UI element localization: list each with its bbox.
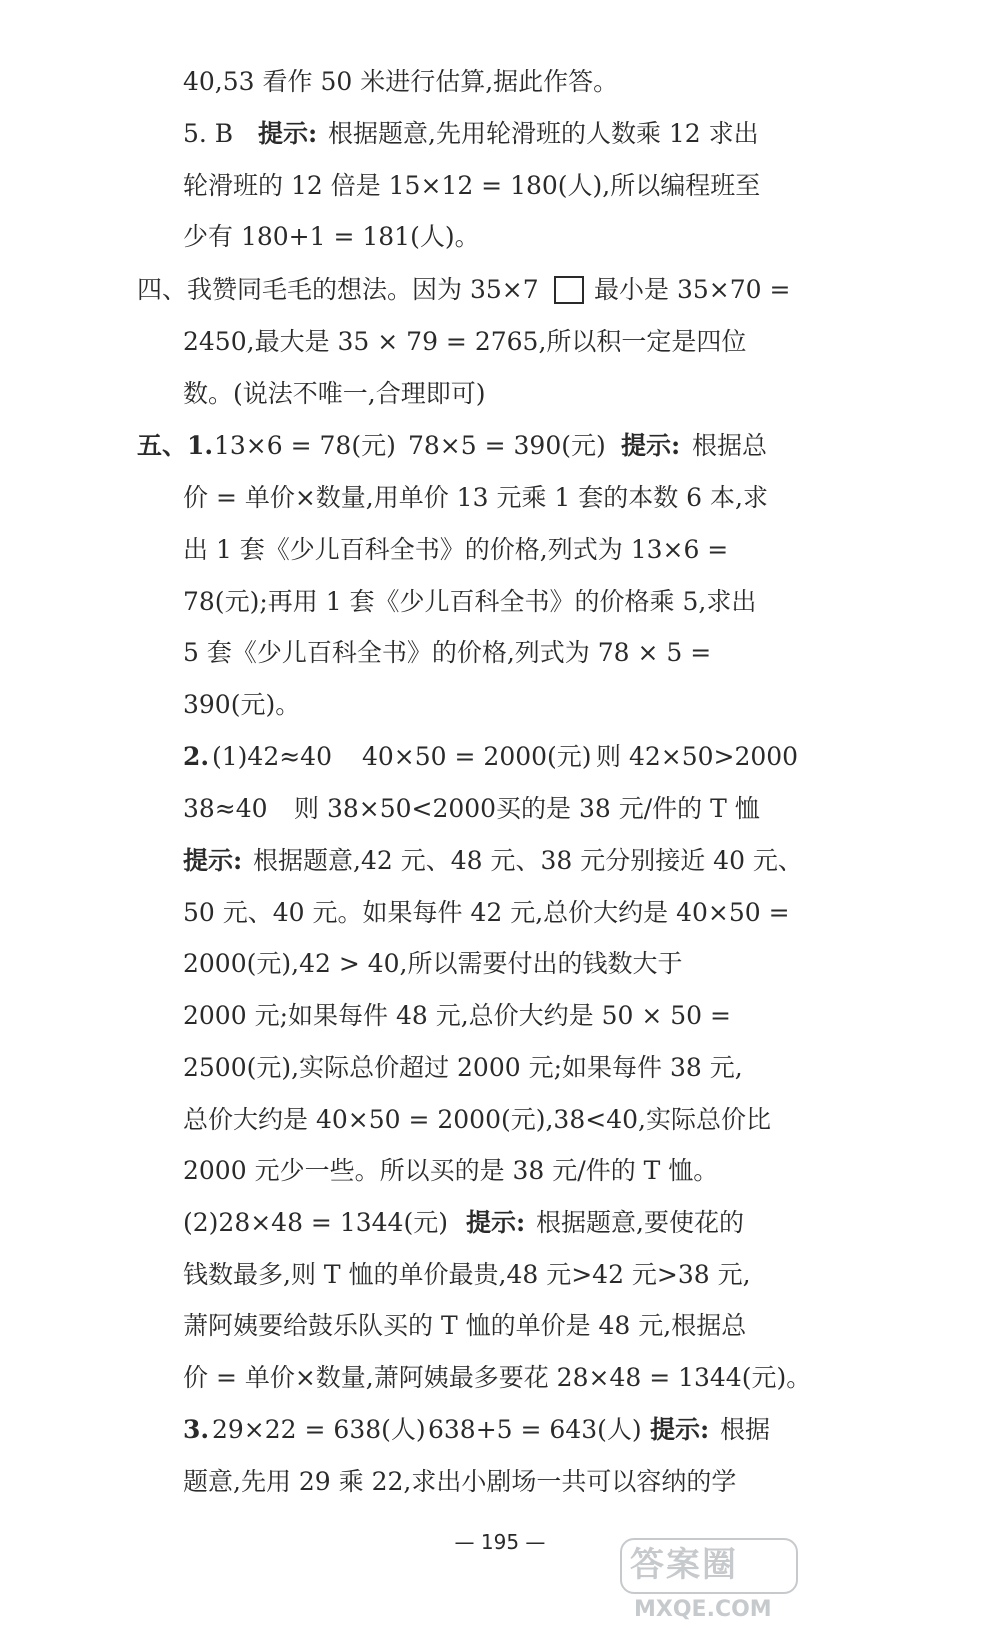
- text-line: [0, 374, 1000, 414]
- text-line: [0, 270, 1000, 310]
- text-run: 390(元)。: [183, 690, 301, 719]
- text-run: 根据题意,要使花的: [536, 1208, 744, 1237]
- hint-label: 提示:: [621, 431, 681, 460]
- text-line: [0, 1255, 1000, 1295]
- watermark-logo: 答案圈: [630, 1545, 738, 1585]
- text-run: 根据: [720, 1415, 771, 1444]
- text-run: 40×50 = 2000(元): [362, 742, 592, 771]
- text-line: [0, 841, 1000, 881]
- text-line: [0, 1048, 1000, 1088]
- text-run: 638+5 = 643(人): [428, 1415, 642, 1444]
- text-line: [0, 944, 1000, 984]
- text-line: [0, 1203, 1000, 1243]
- text-run: 价 = 单价×数量,用单价 13 元乘 1 套的本数 6 本,求: [183, 483, 768, 512]
- text-run: 最小是 35×70 =: [594, 275, 791, 304]
- section-four-text: 四、我赞同毛毛的想法。因为 35×7: [137, 275, 539, 304]
- watermark: [620, 1538, 798, 1626]
- text-run: 萧阿姨要给鼓乐队买的 T 恤的单价是 48 元,根据总: [183, 1311, 747, 1340]
- text-run: 数。(说法不唯一,合理即可): [183, 379, 486, 408]
- text-run: 出 1 套《少儿百科全书》的价格,列式为 13×6 =: [183, 535, 729, 564]
- text-line: [0, 530, 1000, 570]
- text-run: 78×5 = 390(元): [408, 431, 606, 460]
- text-run: 则 42×50>2000: [596, 742, 799, 771]
- hint-label: 提示:: [466, 1208, 526, 1237]
- text-line: [0, 217, 1000, 257]
- text-run: 5 套《少儿百科全书》的价格,列式为 78 × 5 =: [183, 638, 712, 667]
- text-run: (1)42≈40: [212, 742, 332, 771]
- text-line: [0, 166, 1000, 206]
- text-line: [0, 1410, 1000, 1450]
- text-run: 根据总: [692, 431, 768, 460]
- text-line: [0, 114, 1000, 154]
- text-run: 40,53 看作 50 米进行估算,据此作答。: [183, 67, 619, 96]
- text-run: 78(元);再用 1 套《少儿百科全书》的价格乘 5,求出: [183, 587, 757, 616]
- text-run: 轮滑班的 12 倍是 15×12 = 180(人),所以编程班至: [183, 171, 761, 200]
- text-run: 29×22 = 638(人): [212, 1415, 426, 1444]
- text-run: 根据题意,先用轮滑班的人数乘 12 求出: [328, 119, 759, 148]
- text-run: 买的是 38 元/件的 T 恤: [496, 794, 760, 823]
- text-run: 2500(元),实际总价超过 2000 元;如果每件 38 元,: [183, 1053, 743, 1082]
- text-run: 2000 元少一些。所以买的是 38 元/件的 T 恤。: [183, 1156, 719, 1185]
- text-run: 少有 180+1 = 181(人)。: [183, 222, 480, 251]
- item-label: 5. B: [183, 119, 234, 148]
- text-line: [0, 582, 1000, 622]
- text-run: 钱数最多,则 T 恤的单价最贵,48 元>42 元>38 元,: [183, 1260, 751, 1289]
- watermark-url: MXQE.COM: [634, 1597, 772, 1622]
- text-run: (2)28×48 = 1344(元): [183, 1208, 448, 1237]
- text-line: [0, 322, 1000, 362]
- text-run: 2450,最大是 35 × 79 = 2765,所以积一定是四位: [183, 327, 747, 356]
- text-run: 根据题意,42 元、48 元、38 元分别接近 40 元、: [253, 846, 803, 875]
- text-run: 总价大约是 40×50 = 2000(元),38<40,实际总价比: [183, 1105, 771, 1134]
- text-line: [0, 893, 1000, 933]
- text-line: [0, 633, 1000, 673]
- text-line: [0, 1100, 1000, 1140]
- hint-label: 提示:: [183, 846, 243, 875]
- text-run: 38≈40: [183, 794, 268, 823]
- text-run: 价 = 单价×数量,萧阿姨最多要花 28×48 = 1344(元)。: [183, 1363, 812, 1392]
- text-line: [0, 1358, 1000, 1398]
- text-line: [0, 1151, 1000, 1191]
- text-run: 50 元、40 元。如果每件 42 元,总价大约是 40×50 =: [183, 898, 790, 927]
- text-line: [0, 789, 1000, 829]
- text-line: [0, 996, 1000, 1036]
- text-line: [0, 685, 1000, 725]
- blank-box: [554, 276, 584, 304]
- text-line: [0, 1306, 1000, 1346]
- text-run: 13×6 = 78(元): [214, 431, 396, 460]
- item-label: 3.: [183, 1415, 210, 1444]
- section-five-label: 五、1.: [137, 431, 214, 460]
- text-line: [0, 426, 1000, 466]
- item-label: 2.: [183, 742, 210, 771]
- text-run: 题意,先用 29 乘 22,求出小剧场一共可以容纳的学: [183, 1467, 737, 1496]
- hint-label: 提示:: [258, 119, 318, 148]
- text-line: [0, 478, 1000, 518]
- hint-label: 提示:: [650, 1415, 710, 1444]
- page-number: — 195 —: [454, 1530, 546, 1554]
- text-line: [0, 737, 1000, 777]
- text-line: [0, 62, 1000, 102]
- text-run: 则 38×50<2000: [294, 794, 497, 823]
- text-run: 2000(元),42 > 40,所以需要付出的钱数大于: [183, 949, 683, 978]
- text-run: 2000 元;如果每件 48 元,总价大约是 50 × 50 =: [183, 1001, 731, 1030]
- text-line: [0, 1462, 1000, 1502]
